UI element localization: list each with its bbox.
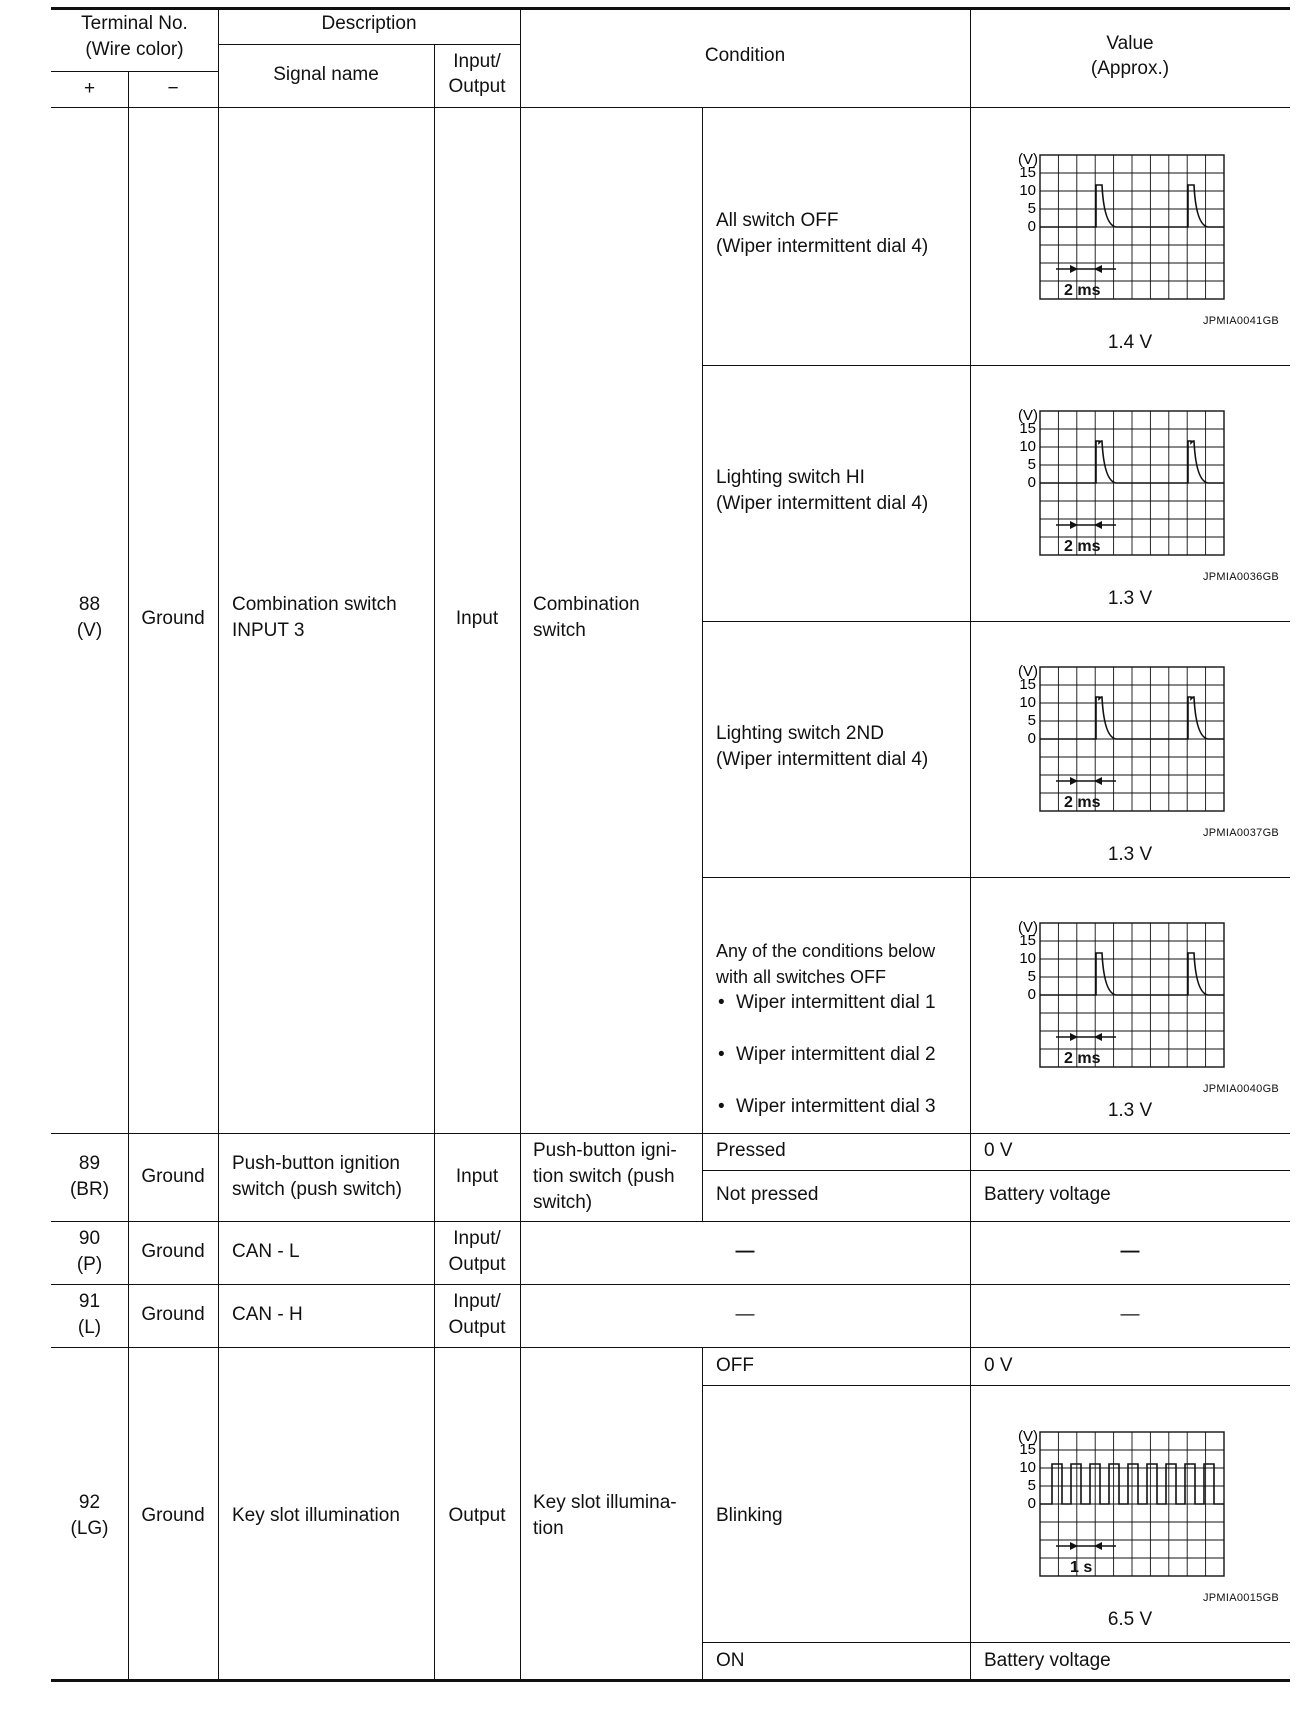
row89-io: Input	[455, 1166, 499, 1187]
row88-sub4-time: 2 ms	[1064, 1050, 1101, 1067]
row92-sub2-time: 1 s	[1070, 1559, 1093, 1576]
row88-sub4-waveform-tick-0: 15	[1019, 932, 1036, 949]
row88-sub4-cond-line1: Any of the conditions below	[716, 941, 936, 961]
row88-wire: (V)	[76, 620, 103, 641]
row89-terminal: 89	[78, 1153, 101, 1174]
row88-sub3-waveform-tick-3: 0	[1027, 730, 1036, 747]
row92-sub2-waveform-plot	[1000, 1424, 1230, 1584]
row88-cond-line1: Combination	[533, 594, 640, 615]
row89-sub1-value: 0 V	[984, 1140, 1013, 1161]
row91-signal: CAN - H	[232, 1304, 303, 1325]
row88-sub3-cond-line1: Lighting switch 2ND	[716, 723, 884, 744]
row92-sub2-waveform	[1000, 1424, 1230, 1584]
row88-sub4-waveform	[1000, 915, 1230, 1075]
row88-sub4-bullet-1: • Wiper intermittent dial 1	[716, 990, 1312, 1016]
header-signal-name: Signal name	[273, 64, 379, 85]
row92-wire: (LG)	[70, 1518, 109, 1539]
header-value-line2: (Approx.)	[1090, 58, 1170, 79]
row91-condition: —	[735, 1304, 755, 1325]
col-divider-terminal	[218, 7, 219, 1680]
row88-signal-line2: INPUT 3	[232, 620, 305, 641]
row88-signal-line1: Combination switch	[232, 594, 397, 615]
row88-sub1-waveform-tick-3: 0	[1027, 218, 1036, 235]
row88-terminal: 88	[78, 594, 101, 615]
header-desc-divider	[218, 44, 520, 45]
row88-sub4-waveform-tick-1: 10	[1019, 950, 1036, 967]
row92-sub3-cond: ON	[716, 1650, 745, 1671]
row90-io-line2: Output	[448, 1254, 506, 1275]
row88-sub2-waveform-tick-3: 0	[1027, 474, 1036, 491]
row91-io-line1: Input/	[453, 1291, 501, 1312]
row92-sub2-waveform-tick-2: 5	[1027, 1477, 1036, 1494]
header-io-line1: Input/	[453, 51, 501, 72]
col-divider-cond-89	[702, 1133, 703, 1222]
row88-sub3-waveform-tick-0: 15	[1019, 676, 1036, 693]
row88-io: Input	[455, 608, 499, 629]
row91-wire: (L)	[77, 1317, 102, 1338]
row88-sub4-waveform-tick-3: 0	[1027, 986, 1036, 1003]
row91-terminal: 91	[78, 1291, 101, 1312]
row88-bottom	[51, 1133, 1290, 1134]
header-bottom-border	[51, 107, 1290, 108]
row90-wire: (P)	[76, 1254, 103, 1275]
row92-io: Output	[448, 1505, 506, 1526]
row88-sub1-value: 1.4 V	[1107, 332, 1153, 353]
row92-sub1-value: 0 V	[984, 1355, 1013, 1376]
row88-sub4-waveform-plot	[1000, 915, 1230, 1075]
row88-sub4-cond-line2: with all switches OFF	[716, 967, 887, 987]
header-value-line1: Value	[1106, 33, 1154, 54]
col-divider-cond-88	[702, 107, 703, 1134]
row92-terminal: 92	[78, 1492, 101, 1513]
row88-sub1-waveform-unit-label: (V)	[1018, 151, 1038, 168]
row88-sub1-cond-line1: All switch OFF	[716, 210, 839, 231]
row92-sub-divider-2	[702, 1642, 1290, 1643]
row92-sub2-value: 6.5 V	[1107, 1609, 1153, 1630]
header-minus: −	[167, 78, 179, 99]
row88-sub4-value: 1.3 V	[1107, 1100, 1153, 1121]
row90-bottom	[51, 1284, 1290, 1285]
row88-sub1-time: 2 ms	[1064, 282, 1101, 299]
row90-terminal: 90	[78, 1228, 101, 1249]
row88-sub-divider-1	[702, 365, 1290, 366]
row88-sub3-waveform-tick-1: 10	[1019, 694, 1036, 711]
row92-signal: Key slot illumination	[232, 1505, 400, 1526]
row89-signal-line1: Push-button ignition	[232, 1153, 400, 1174]
col-divider-io	[520, 7, 521, 1680]
row89-sub2-cond: Not pressed	[716, 1184, 819, 1205]
row88-sub4-fig-id: JPMIA0040GB	[1203, 1083, 1280, 1095]
row89-cond-line3: switch)	[533, 1192, 593, 1213]
row88-sub1-waveform-plot	[1000, 147, 1230, 307]
row88-sub2-waveform-plot	[1000, 403, 1230, 563]
row88-sub3-waveform-unit-label: (V)	[1018, 663, 1038, 680]
row91-value: —	[1120, 1304, 1140, 1325]
row88-sub1-waveform-tick-2: 5	[1027, 200, 1036, 217]
row91-bottom	[51, 1347, 1290, 1348]
row88-sub4-bullet-2: • Wiper intermittent dial 2	[716, 1042, 1312, 1068]
row92-cond-line1: Key slot illumina-	[533, 1492, 677, 1513]
row88-sub2-cond-line2: (Wiper intermittent dial 4)	[716, 493, 929, 514]
row88-sub3-waveform	[1000, 659, 1230, 819]
row88-sub1-cond-line2: (Wiper intermittent dial 4)	[716, 236, 929, 257]
row88-sub2-waveform-tick-1: 10	[1019, 438, 1036, 455]
row88-sub1-waveform-tick-1: 10	[1019, 182, 1036, 199]
row88-sub1-waveform-tick-0: 15	[1019, 164, 1036, 181]
header-terminal-divider	[51, 71, 218, 72]
row88-sub4-waveform-unit-label: (V)	[1018, 919, 1038, 936]
row89-bottom	[51, 1221, 1290, 1222]
row89-signal-line2: switch (push switch)	[232, 1179, 402, 1200]
row89-wire: (BR)	[69, 1179, 110, 1200]
row90-io-line1: Input/	[453, 1228, 501, 1249]
header-plus: +	[83, 78, 96, 99]
row88-sub1-waveform	[1000, 147, 1230, 307]
row92-sub2-waveform-tick-3: 0	[1027, 1495, 1036, 1512]
row88-sub2-time: 2 ms	[1064, 538, 1101, 555]
row88-sub2-waveform	[1000, 403, 1230, 563]
row92-sub-divider-1	[702, 1385, 1290, 1386]
row92-sub1-cond: OFF	[716, 1355, 754, 1376]
table-top-border	[51, 7, 1290, 10]
row92-sub2-waveform-tick-0: 15	[1019, 1441, 1036, 1458]
row88-sub2-fig-id: JPMIA0036GB	[1203, 571, 1280, 583]
row88-sub4-bullet-3: • Wiper intermittent dial 3	[716, 1094, 1312, 1120]
row88-sub3-cond-line2: (Wiper intermittent dial 4)	[716, 749, 929, 770]
row88-cond-line2: switch	[533, 620, 586, 641]
row88-sub2-value: 1.3 V	[1107, 588, 1153, 609]
row92-sub2-waveform-unit-label: (V)	[1018, 1428, 1038, 1445]
header-io-line2: Output	[448, 76, 506, 97]
row88-sub3-time: 2 ms	[1064, 794, 1101, 811]
row88-sub3-value: 1.3 V	[1107, 844, 1153, 865]
row92-sub2-fig-id: JPMIA0015GB	[1203, 1592, 1280, 1604]
row90-signal: CAN - L	[232, 1241, 300, 1262]
row90-minus: Ground	[141, 1241, 205, 1262]
row89-sub-divider	[702, 1170, 1290, 1171]
row90-condition: —	[735, 1241, 755, 1262]
header-wire-color: (Wire color)	[85, 39, 184, 60]
row92-minus: Ground	[141, 1505, 205, 1526]
row89-sub2-value: Battery voltage	[984, 1184, 1111, 1205]
row88-sub3-fig-id: JPMIA0037GB	[1203, 827, 1280, 839]
row92-sub2-cond: Blinking	[716, 1505, 783, 1526]
row89-cond-line1: Push-button igni-	[533, 1140, 677, 1161]
row88-sub3-waveform-tick-2: 5	[1027, 712, 1036, 729]
row89-sub1-cond: Pressed	[716, 1140, 786, 1161]
header-description: Description	[321, 13, 417, 34]
row88-minus: Ground	[141, 608, 205, 629]
row92-cond-line2: tion	[533, 1518, 564, 1539]
header-condition: Condition	[704, 45, 786, 66]
row91-minus: Ground	[141, 1304, 205, 1325]
row88-sub-divider-3	[702, 877, 1290, 878]
col-divider-signal	[434, 44, 435, 1680]
row92-sub2-waveform-tick-1: 10	[1019, 1459, 1036, 1476]
row89-minus: Ground	[141, 1166, 205, 1187]
table-bottom-border	[51, 1679, 1290, 1682]
row88-sub3-waveform-plot	[1000, 659, 1230, 819]
row88-sub4-waveform-tick-2: 5	[1027, 968, 1036, 985]
row90-value: —	[1120, 1241, 1140, 1262]
header-terminal-no: Terminal No.	[81, 13, 188, 34]
row89-cond-line2: tion switch (push	[533, 1166, 675, 1187]
row92-sub3-value: Battery voltage	[984, 1650, 1111, 1671]
col-divider-cond-92	[702, 1347, 703, 1680]
row88-sub2-waveform-unit-label: (V)	[1018, 407, 1038, 424]
row88-sub2-waveform-tick-2: 5	[1027, 456, 1036, 473]
row88-sub1-fig-id: JPMIA0041GB	[1203, 315, 1280, 327]
row88-sub2-waveform-tick-0: 15	[1019, 420, 1036, 437]
col-divider-plus-minus	[128, 71, 129, 1680]
row88-sub-divider-2	[702, 621, 1290, 622]
row91-io-line2: Output	[448, 1317, 506, 1338]
row88-sub2-cond-line1: Lighting switch HI	[716, 467, 865, 488]
